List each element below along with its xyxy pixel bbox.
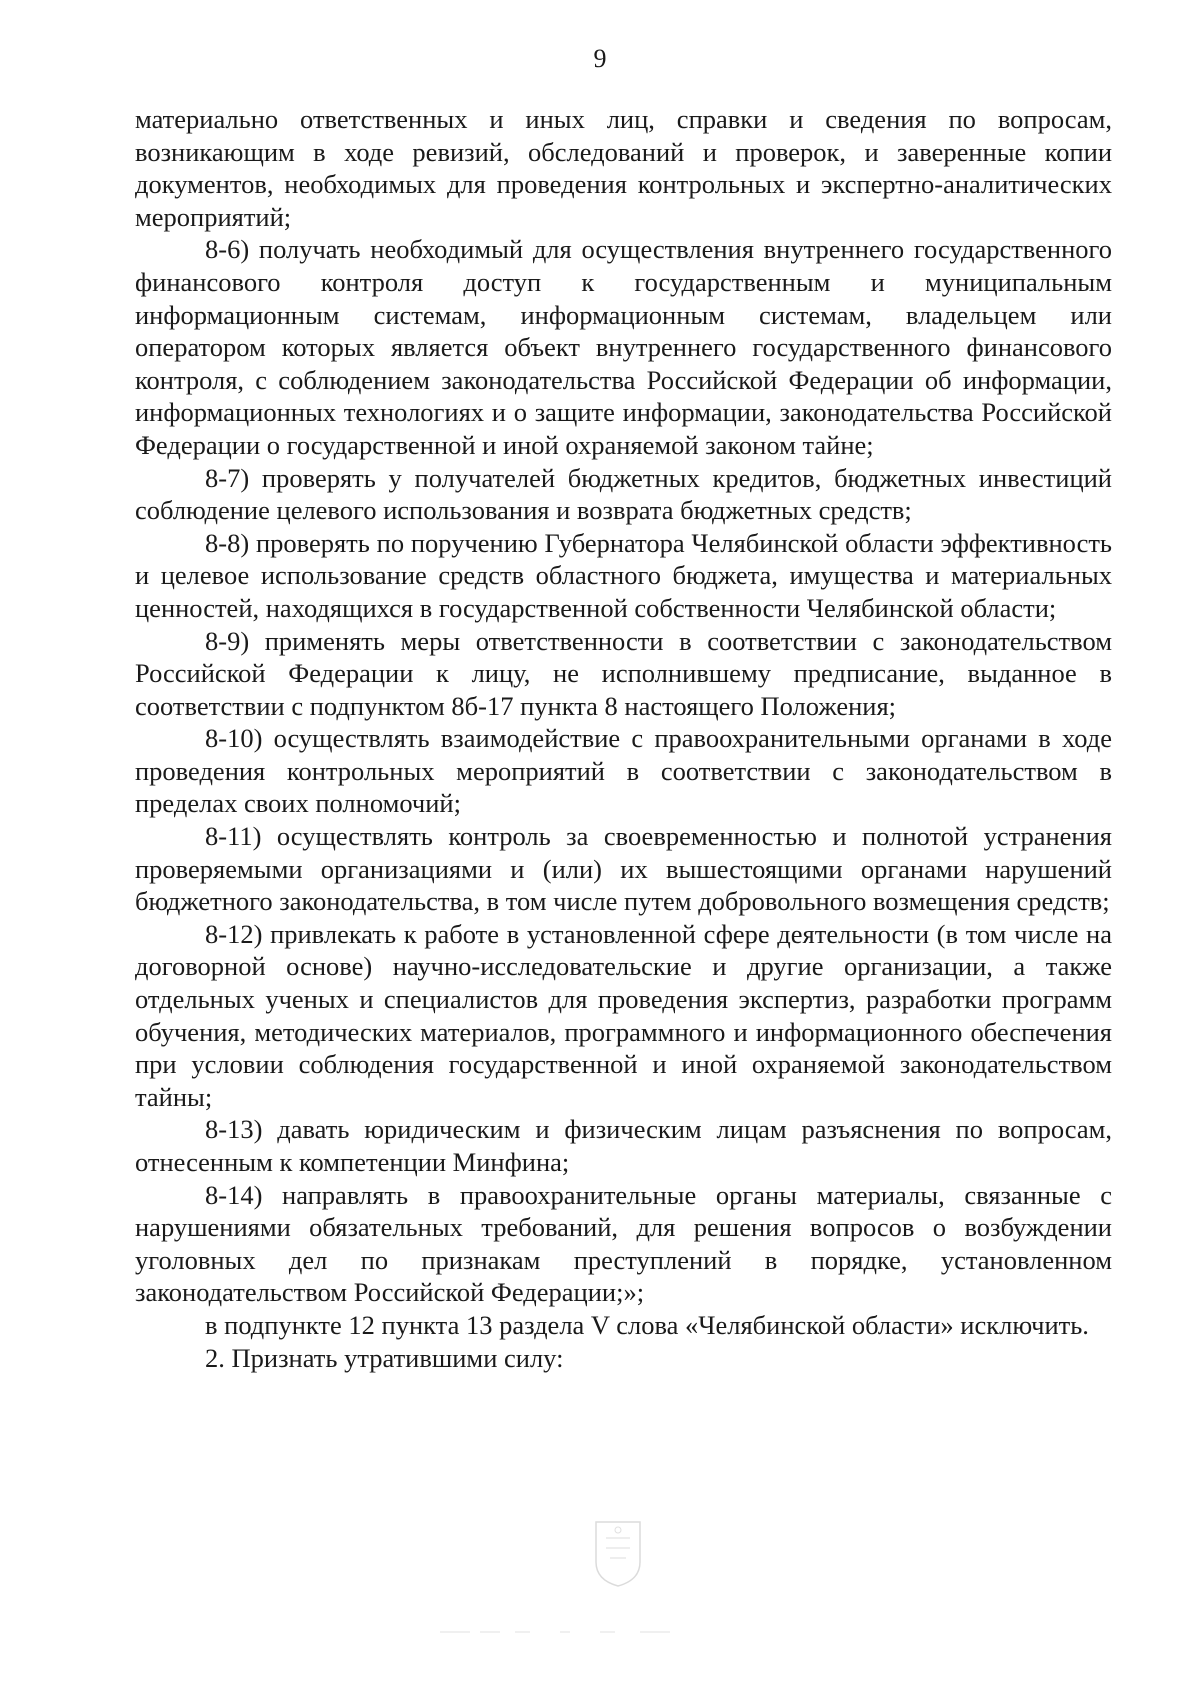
document-body xyxy=(135,103,1112,1374)
paragraph: 8-11) осуществлять контроль за своевременностью и полнотой устранения проверяемыми организациями и (или) их вышестоящими органами нарушений бюджетного законодательства, в том числе путем добровольного возмещения средств; xyxy=(135,821,1112,917)
paragraph: материально ответственных и иных лиц, справки и сведения по вопросам, возникающим в ходе ревизий, обследований и проверок, и заверенные копии документов, необходимых для проведения контрольных и экспертно-аналитических мероприятий; xyxy=(135,104,1112,232)
paragraph: в подпункте 12 пункта 13 раздела V слова «Челябинской области» исключить. xyxy=(205,1309,1089,1340)
paragraph: 8-9) применять меры ответственности в соответствии с законодательством Российской Федерации к лицу, не исполнившему предписание, выданное в соответствии с подпунктом 8б-17 пункта 8 настоящего Положения; xyxy=(135,625,1112,721)
paragraph: 8-10) осуществлять взаимодействие с правоохранительными органами в ходе проведения контрольных мероприятий в соответствии с законодательством в пределах своих полномочий; xyxy=(135,723,1112,819)
paragraph: 8-7) проверять у получателей бюджетных кредитов, бюджетных инвестиций соблюдение целевого использования и возврата бюджетных средств; xyxy=(135,462,1112,526)
paragraph: 8-13) давать юридическим и физическим лицам разъяснения по вопросам, отнесенным к компетенции Минфина; xyxy=(135,1114,1112,1177)
paragraph: 8-6) получать необходимый для осуществления внутреннего государственного финансового контроля доступ к государственным и муниципальным информационным системам, информационным системам, владельцем или оператором которых является объект внутреннего государственного финансового контроля, с соблюдением законодательства Российской Федерации об информации, информационных технологиях и о защите информации, законодательства Российской Федерации о государственной и иной охраняемой законом тайне; xyxy=(135,234,1112,460)
paragraph: 8-14) направлять в правоохранительные органы материалы, связанные с нарушениями обязательных требований, для решения вопросов о возбуждении уголовных дел по признакам преступлений в порядке, установленном законодательством Российской Федерации;»; xyxy=(135,1179,1112,1308)
page-number: 9 xyxy=(593,44,607,73)
paragraph: 8-12) привлекать к работе в установленной сфере деятельности (в том числе на договорной основе) научно-исследовательские и другие организации, а также отдельных ученых и специалистов для проведения экспертиз, разработки программ обучения, методических материалов, программного и информационного обеспечения при условии соблюдения государственной и иной охраняемой законодательством тайны; xyxy=(135,918,1112,1112)
paragraph: 2. Признать утратившими силу: xyxy=(205,1342,564,1373)
faint-scan-marks xyxy=(440,1627,670,1637)
faint-emblem-stamp xyxy=(588,1516,648,1590)
paragraph: 8-8) проверять по поручению Губернатора Челябинской области эффективность и целевое использование средств областного бюджета, имущества и материальных ценностей, находящихся в государственной собственности Челябинской области; xyxy=(135,527,1112,623)
